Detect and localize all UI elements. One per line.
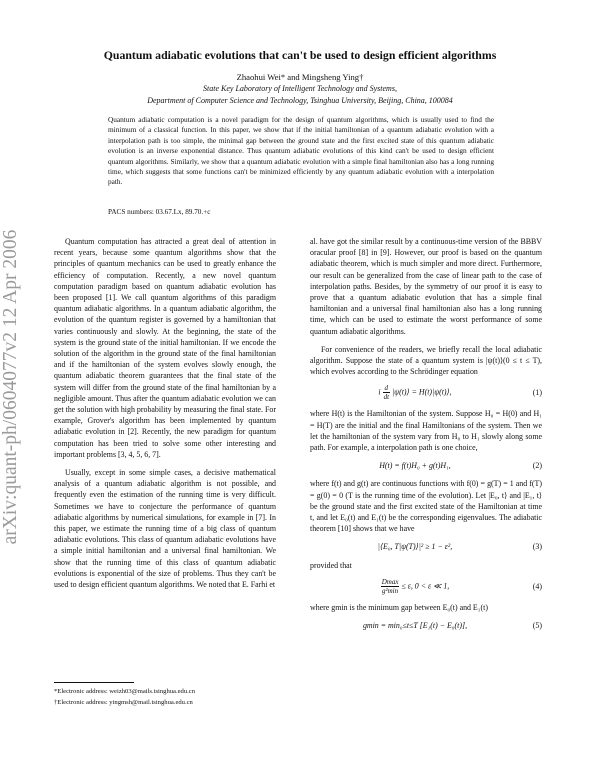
footnote-1: *Electronic address: weizh03@mails.tsinghua.edu.cn: [54, 688, 196, 695]
left-paragraph-2: Usually, except in some simple cases, a decisive mathematical analysis of a quantum adiabatic algorithm is not possible, and frequently even the estimation of the running time is very difficult. Sometimes we have to conjecture the performance of quantum adiabatic algorithms by numerical simulations, for example in [7]. In this paper, we estimate the running time of a big class of quantum adiabatic evolutions. This class of quantum adiabatic evolutions have a simple initial hamiltonian and a universal final hamiltonian. We show that the running time of this class of quantum adiabatic evolutions is exponential of the size of problems. Thus they can't be used to design efficient quantum algorithms. We noted that E. Farhi et: [54, 468, 276, 590]
left-paragraph-1: Quantum computation has attracted a great deal of attention in recent years, because some quantum algorithms show that the principles of quantum mechanics can be used to greatly enhance the efficiency of computation. Recently, a new novel quantum computation paradigm based on quantum adiabatic evolution has been proposed [1]. We call quantum algorithms of this paradigm quantum adiabatic algorithms. In a quantum adiabatic algorithm, the evolution of the quantum register is governed by a hamiltonian that varies continuously and slowly. At the beginning, the state of the system is the ground state of the initial hamiltonian. If we encode the solution of the algorithm in the ground state of the final hamiltonian and if the hamiltonian of the system evolves slowly enough, the quantum adiabatic theorem guarantees that the final state of the system will differ from the ground state of the final hamiltonian by a negligible amount. Thus after the quantum adiabatic evolution we can get the solution with high probability by measuring the final state. For example, Grover's algorithm has been implemented by quantum adiabatic evolution in [2]. Recently, the new paradigm for quantum computation has been tried to solve some other interesting and important problems [3, 4, 5, 6, 7].: [54, 237, 276, 459]
equation-4: [310, 578, 542, 595]
authors: Zhaohui Wei* and Mingsheng Ying†: [236, 72, 364, 82]
eq1-frac-bot: dt: [383, 393, 390, 402]
eq2-number: (2): [532, 461, 542, 471]
eq1-frac-top: d: [384, 384, 389, 393]
eq5-body: gmin = min₀≤t≤T [E₁(t) − E₀(t)],: [362, 621, 468, 631]
right-paragraph-5: provided that: [310, 560, 352, 570]
eq4-number: (4): [532, 581, 542, 591]
arxiv-side-stamp: arXiv:quant-ph/0604077v2 12 Apr 2006: [0, 229, 21, 545]
footnote-rule: [54, 682, 134, 683]
affiliation-line-1: State Key Laboratory of Intelligent Technology and Systems,: [203, 84, 397, 93]
eq5-number: (5): [532, 621, 542, 631]
equation-1: [310, 384, 542, 401]
equation-3: [310, 541, 542, 552]
pacs-numbers: PACS numbers: 03.67.Lx, 89.70.+c: [108, 208, 211, 216]
eq2-body: H(t) = f(t)H₀ + g(t)H₁,: [379, 461, 451, 471]
right-paragraph-4: where f(t) and g(t) are continuous functions with f(0) = g(T) = 1 and f(T) = g(0) = 0 (T is the running time of the evolution). Let |E₀, t⟩ and |E₁, t⟩ be the ground state and the first excited state of the Hamiltonian at time t, and let E₀(t) and E₁(t) be the corresponding eigenvalues. The adiabatic theorem [10] shows that we have: [310, 479, 542, 534]
abstract: Quantum adiabatic computation is a novel paradigm for the design of quantum algorithms, which is usually used to find the minimum of a classical function. In this paper, we show that if the initial hamiltonian of a quantum adiabatic evolution with a interpolation path is too simple, the minimal gap between the ground state and the first excited state of this quantum adiabatic evolution is an inverse exponential distance. Thus quantum adiabatic evolutions of this kind can't be used to design efficient quantum algorithms. Similarly, we show that a quantum adiabatic evolution with a simple final hamiltonian also has a long running time, which suggests that some functions can't be minimized efficiently by any quantum adiabatic evolution with a interpolation path.: [108, 115, 494, 187]
eq1-rhs: |ψ(t)⟩ = H(t)|ψ(t)⟩,: [392, 387, 452, 397]
eq4-frac-top: Dmax: [381, 577, 399, 586]
affiliation-line-2: Department of Computer Science and Technology, Tsinghua University, Beijing, China, 100084: [147, 96, 453, 105]
right-paragraph-1: al. have got the similar result by a continuous-time version of the BBBV oracular proof [8] in [9]. However, our proof is based on the quantum adiabatic theorem, which is much simpler and more direct. Furthermore, our result can be generalized from the case of linear path to the case of interpolation paths. Besides, by the symmetry of our proof it is easy to prove that a quantum adiabatic evolution that has a simple final hamiltonian and a universal final hamiltonian also has a long running time, which can be used to estimate the worst performance of some quantum adiabatic algorithms.: [310, 237, 542, 336]
equation-5: [310, 620, 542, 631]
right-paragraph-2: For convenience of the readers, we briefly recall the local adiabatic algorithm. Suppose the state of a quantum system is |ψ(t)⟩(0 ≤ t ≤ T), which evolves according to the Schrödinger equation: [310, 344, 542, 377]
paper-title: Quantum adiabatic evolutions that can't be used to design efficient algorithms: [103, 48, 497, 62]
eq3-body: |⟨E₀, T|ψ(T)⟩|² ≥ 1 − ε²,: [377, 542, 453, 552]
right-column: [310, 236, 542, 638]
right-paragraph-3: where H(t) is the Hamiltonian of the system. Suppose H₀ = H(0) and H₁ = H(T) are the initial and the final Hamiltonians of the system. Then we let the hamiltonian of the system vary from H₀ to H₁ slowly along some path. For example, a interpolation path is one choice,: [310, 409, 542, 453]
eq4-frac-bot: g²min: [382, 586, 399, 595]
eq1-fraction: [383, 384, 390, 401]
equation-2: [310, 460, 542, 471]
eq3-number: (3): [532, 542, 542, 552]
eq4-rest: ≤ ε, 0 < ε ≪ 1,: [401, 581, 450, 591]
eq1-lhs: i: [378, 387, 381, 397]
right-paragraph-6: where gmin is the minimum gap between E₀(t) and E₁(t): [310, 602, 488, 612]
eq1-number: (1): [532, 388, 542, 398]
footnote-2: †Electronic address: yingmsh@mail.tsinghua.edu.cn: [54, 699, 193, 706]
eq4-fraction: [381, 578, 400, 595]
left-column: [54, 236, 276, 590]
